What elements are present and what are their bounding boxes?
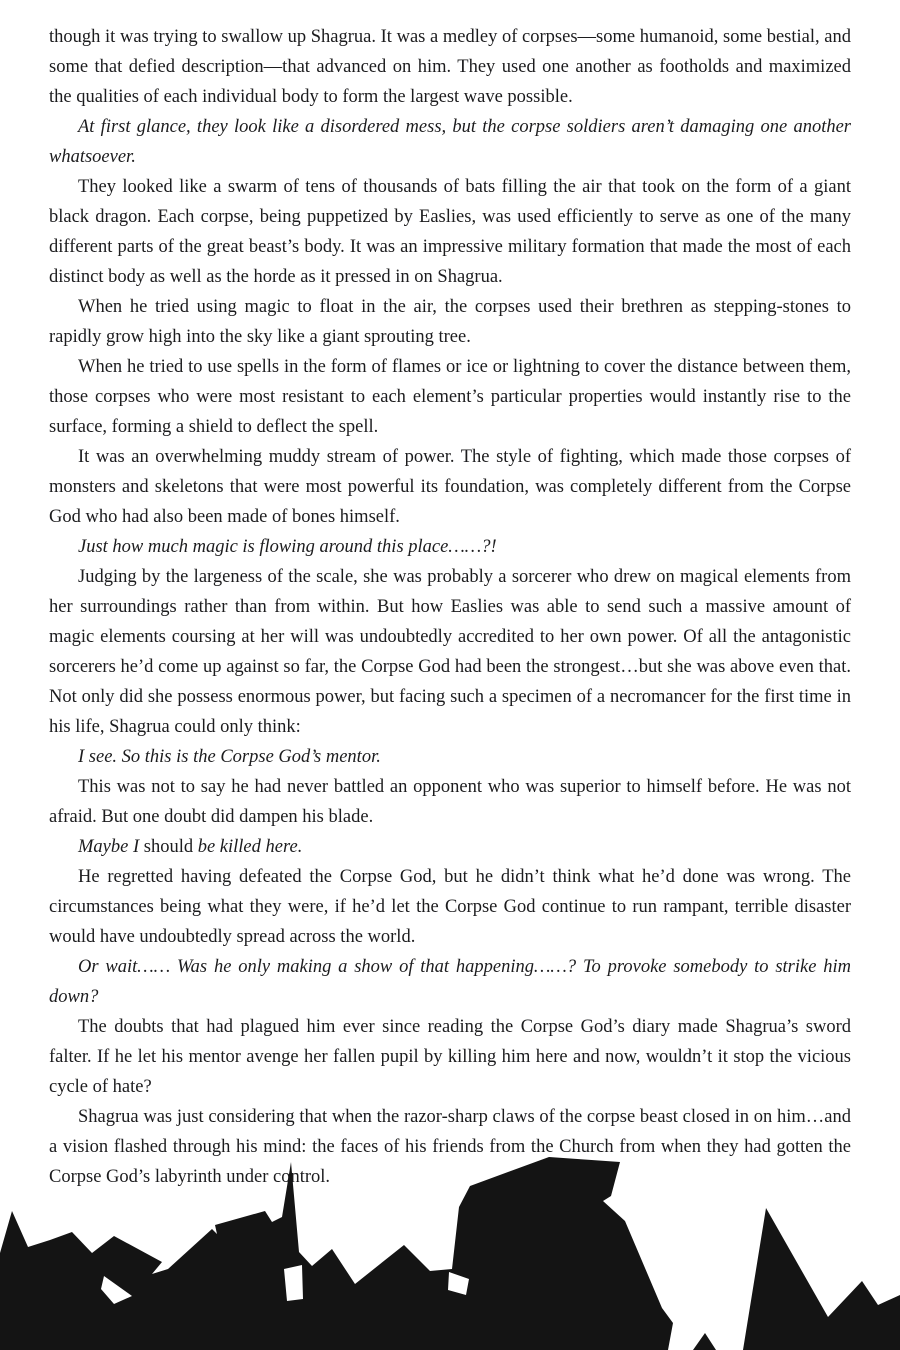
paragraph: I see. So this is the Corpse God’s mentor. [78,747,381,767]
paragraph: Judging by the largeness of the scale, she was probably a sorcerer who drew on magical elements from her surroundings rather than from within. But how Easlies was able to send such a massive amount of magic elements coursing at her will was undoubtedly accredited to her own power. Of all the antagonistic sorcerers he’d come up against so far, the Corpse God had been the strongest…but she was above even that. Not only did she possess enormous power, but facing such a specimen of a necromancer for the first time in his life, Shagrua could only think: [49,567,851,737]
paragraph: Or wait…… Was he only making a show of that happening……? To provoke somebody to strike him down? [49,957,851,1007]
body-text [49,22,851,1192]
paragraph: When he tried to use spells in the form of flames or ice or lightning to cover the distance between them, those corpses who were most resistant to each element’s particular properties would instantly rise to the surface, forming a shield to deflect the spell. [49,357,851,437]
debris-silhouette-graphic [0,1155,900,1350]
paragraph [49,832,851,862]
text-segment: should [139,837,198,857]
paragraph: This was not to say he had never battled an opponent who was superior to himself before. He was not afraid. But one doubt did dampen his blade. [49,777,851,827]
paragraph: They looked like a swarm of tens of thousands of bats filling the air that took on the form of a giant black dragon. Each corpse, being puppetized by Easlies, was used efficiently to serve as one of the many different parts of the great beast’s body. It was an impressive military formation that made the most of each distinct body as well as the horde as it pressed in on Shagrua. [49,177,851,287]
paragraph: At first glance, they look like a disordered mess, but the corpse soldiers aren’t damaging one another whatsoever. [49,117,851,167]
paragraph: Just how much magic is flowing around this place……?! [78,537,497,557]
paragraph: When he tried using magic to float in the air, the corpses used their brethren as stepping-stones to rapidly grow high into the sky like a giant sprouting tree. [49,297,851,347]
paragraph: He regretted having defeated the Corpse God, but he didn’t think what he’d done was wrong. The circumstances being what they were, if he’d let the Corpse God continue to run rampant, terrible disaster would have undoubtedly spread across the world. [49,867,851,947]
debris-black-shapes [0,1157,900,1350]
paragraph: Shagrua was just considering that when the razor-sharp claws of the corpse beast closed in on him…and a vision flashed through his mind: the faces of his friends from the Church from when they had gotten the Corpse God’s labyrinth under control. [49,1107,851,1187]
text-segment: Maybe I [78,837,140,857]
text-segment: be killed here. [197,837,303,857]
paragraph: The doubts that had plagued him ever since reading the Corpse God’s diary made Shagrua’s sword falter. If he let his mentor avenge her fallen pupil by killing him here and now, wouldn’t it stop the vicious cycle of hate? [49,1017,851,1097]
paragraph: though it was trying to swallow up Shagrua. It was a medley of corpses—some humanoid, some bestial, and some that defied description—that advanced on him. They used one another as footholds and maximized the qualities of each individual body to form the largest wave possible. [49,27,851,107]
paragraph: It was an overwhelming muddy stream of power. The style of fighting, which made those corpses of monsters and skeletons that were most powerful its foundation, was completely different from the Corpse God who had also been made of bones himself. [49,447,851,527]
